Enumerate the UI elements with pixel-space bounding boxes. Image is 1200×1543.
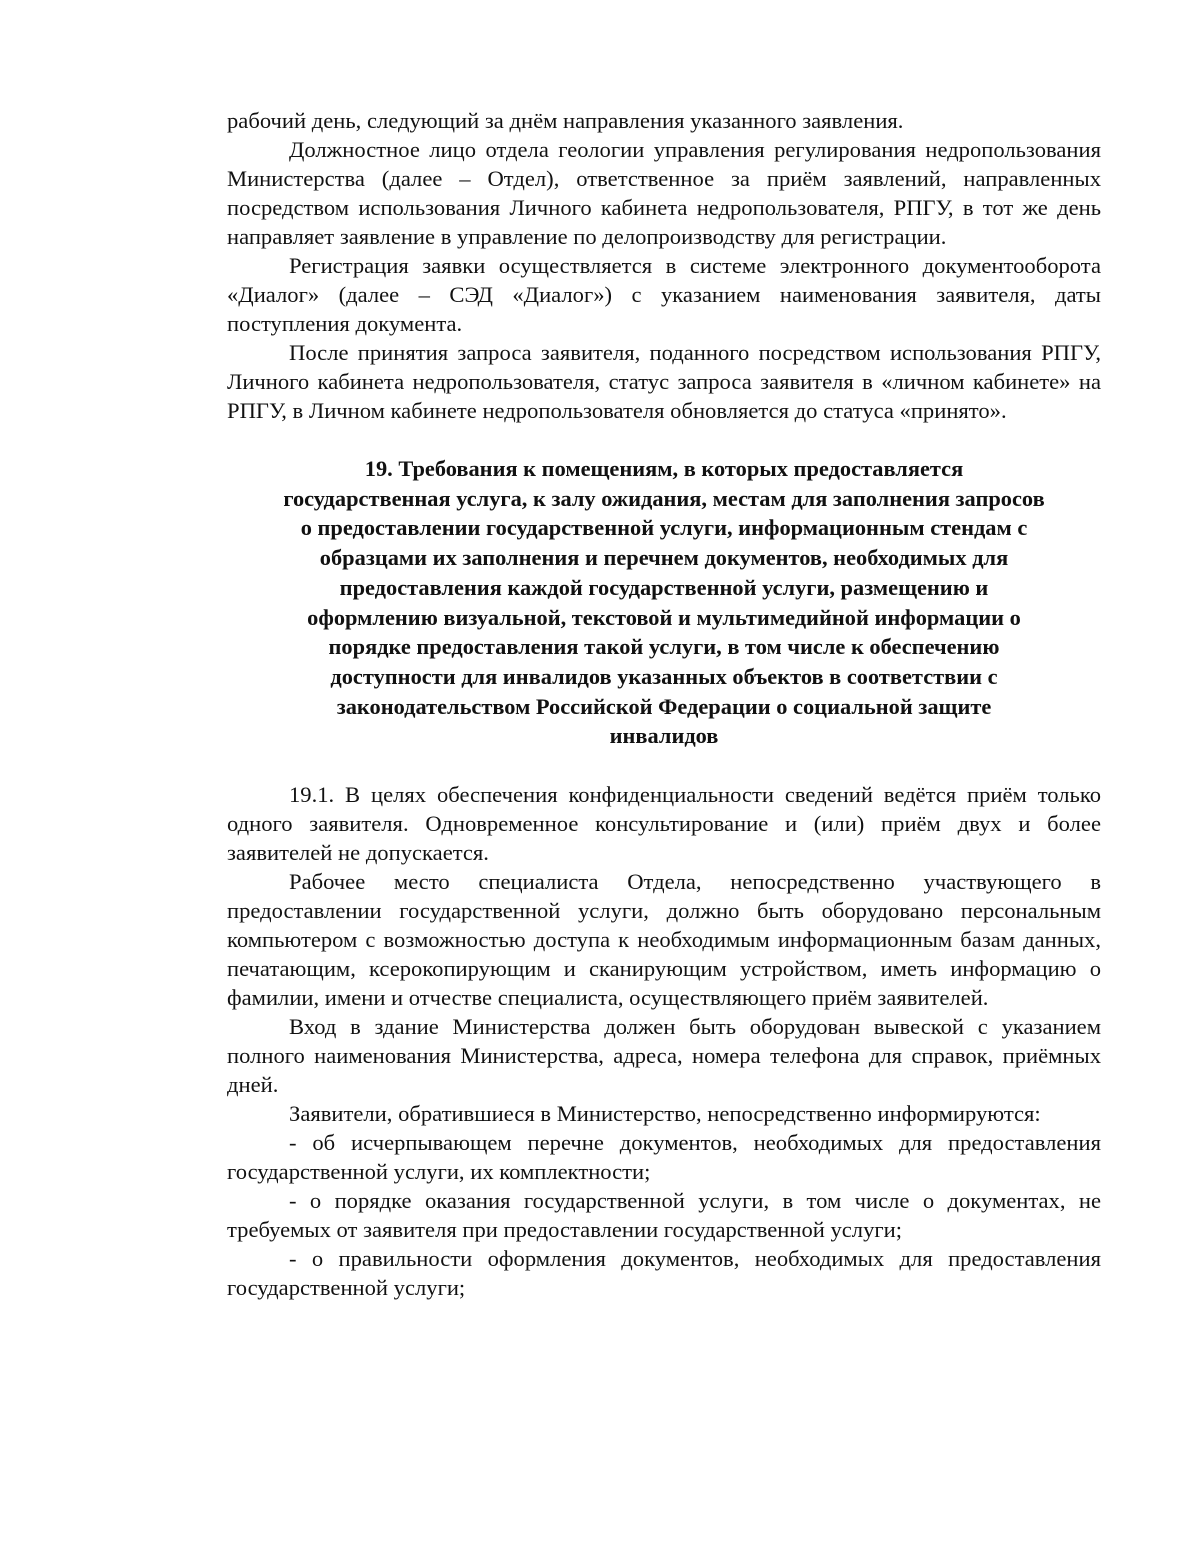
heading-line: государственная услуга, к залу ожидания, местам для заполнения запросов [283,485,1045,511]
paragraph: Рабочее место специалиста Отдела, непосредственно участвующего в предоставлении государственной услуги, должно быть оборудовано персональным компьютером с возможностью доступа к необходимым информационным базам данных, печатающим, ксерокопирующим и сканирующим устройством, иметь информацию о фамилии, имени и отчестве специалиста, осуществляющего приём заявителей. [227,869,1101,1011]
heading-line: о предоставлении государственной услуги, информационным стендам с [300,515,1028,541]
paragraphs-bottom [227,780,1101,1302]
document-page [227,106,1101,1302]
section-heading [227,454,1101,751]
list-item: - о правильности оформления документов, необходимых для предоставления государственной услуги; [227,1246,1101,1301]
paragraph: Регистрация заявки осуществляется в системе электронного документооборота «Диалог» (далее – СЭД «Диалог») с указанием наименования заявителя, даты поступления документа. [227,253,1101,336]
list-item: - об исчерпывающем перечне документов, необходимых для предоставления государственной услуги, их комплектности; [227,1130,1101,1185]
heading-line: доступности для инвалидов указанных объектов в соответствии с [330,663,998,689]
paragraph: Вход в здание Министерства должен быть оборудован вывеской с указанием полного наименования Министерства, адреса, номера телефона для справок, приёмных дней. [227,1014,1101,1098]
paragraph: рабочий день, следующий за днём направления указанного заявления. [227,108,904,133]
heading-line: инвалидов [609,723,719,749]
paragraphs-top [227,106,1101,425]
heading-line: порядке предоставления такой услуги, в том числе к обеспечению [328,634,1000,660]
paragraph: После принятия запроса заявителя, поданного посредством использования РПГУ, Личного кабинета недропользователя, статус запроса заявителя в «личном кабинете» на РПГУ, в Личном кабинете недропользователя обновляется до статуса «принято». [227,340,1101,423]
heading-line: оформлению визуальной, текстовой и мультимедийной информации о [307,604,1021,630]
paragraph: 19.1. В целях обеспечения конфиденциальности сведений ведётся приём только одного заявителя. Одновременное консультирование и (или) приём двух и более заявителей не допускается. [227,782,1101,866]
paragraph: Заявители, обратившиеся в Министерство, непосредственно информируются: [289,1101,1041,1127]
list-item: - о порядке оказания государственной услуги, в том числе о документах, не требуемых от заявителя при предоставлении государственной услуги; [227,1188,1101,1243]
paragraph: Должностное лицо отдела геологии управления регулирования недропользования Министерства (далее – Отдел), ответственное за приём заявлений, направленных посредством использования Личного кабинета недропользователя, РПГУ, в тот же день направляет заявление в управление по делопроизводству для регистрации. [227,137,1101,249]
heading-line: 19. Требования к помещениям, в которых предоставляется [364,456,964,481]
heading-line: законодательством Российской Федерации о социальной защите [336,693,992,719]
heading-line: образцами их заполнения и перечнем документов, необходимых для [319,545,1009,571]
heading-line: предоставления каждой государственной услуги, размещению и [339,574,989,600]
